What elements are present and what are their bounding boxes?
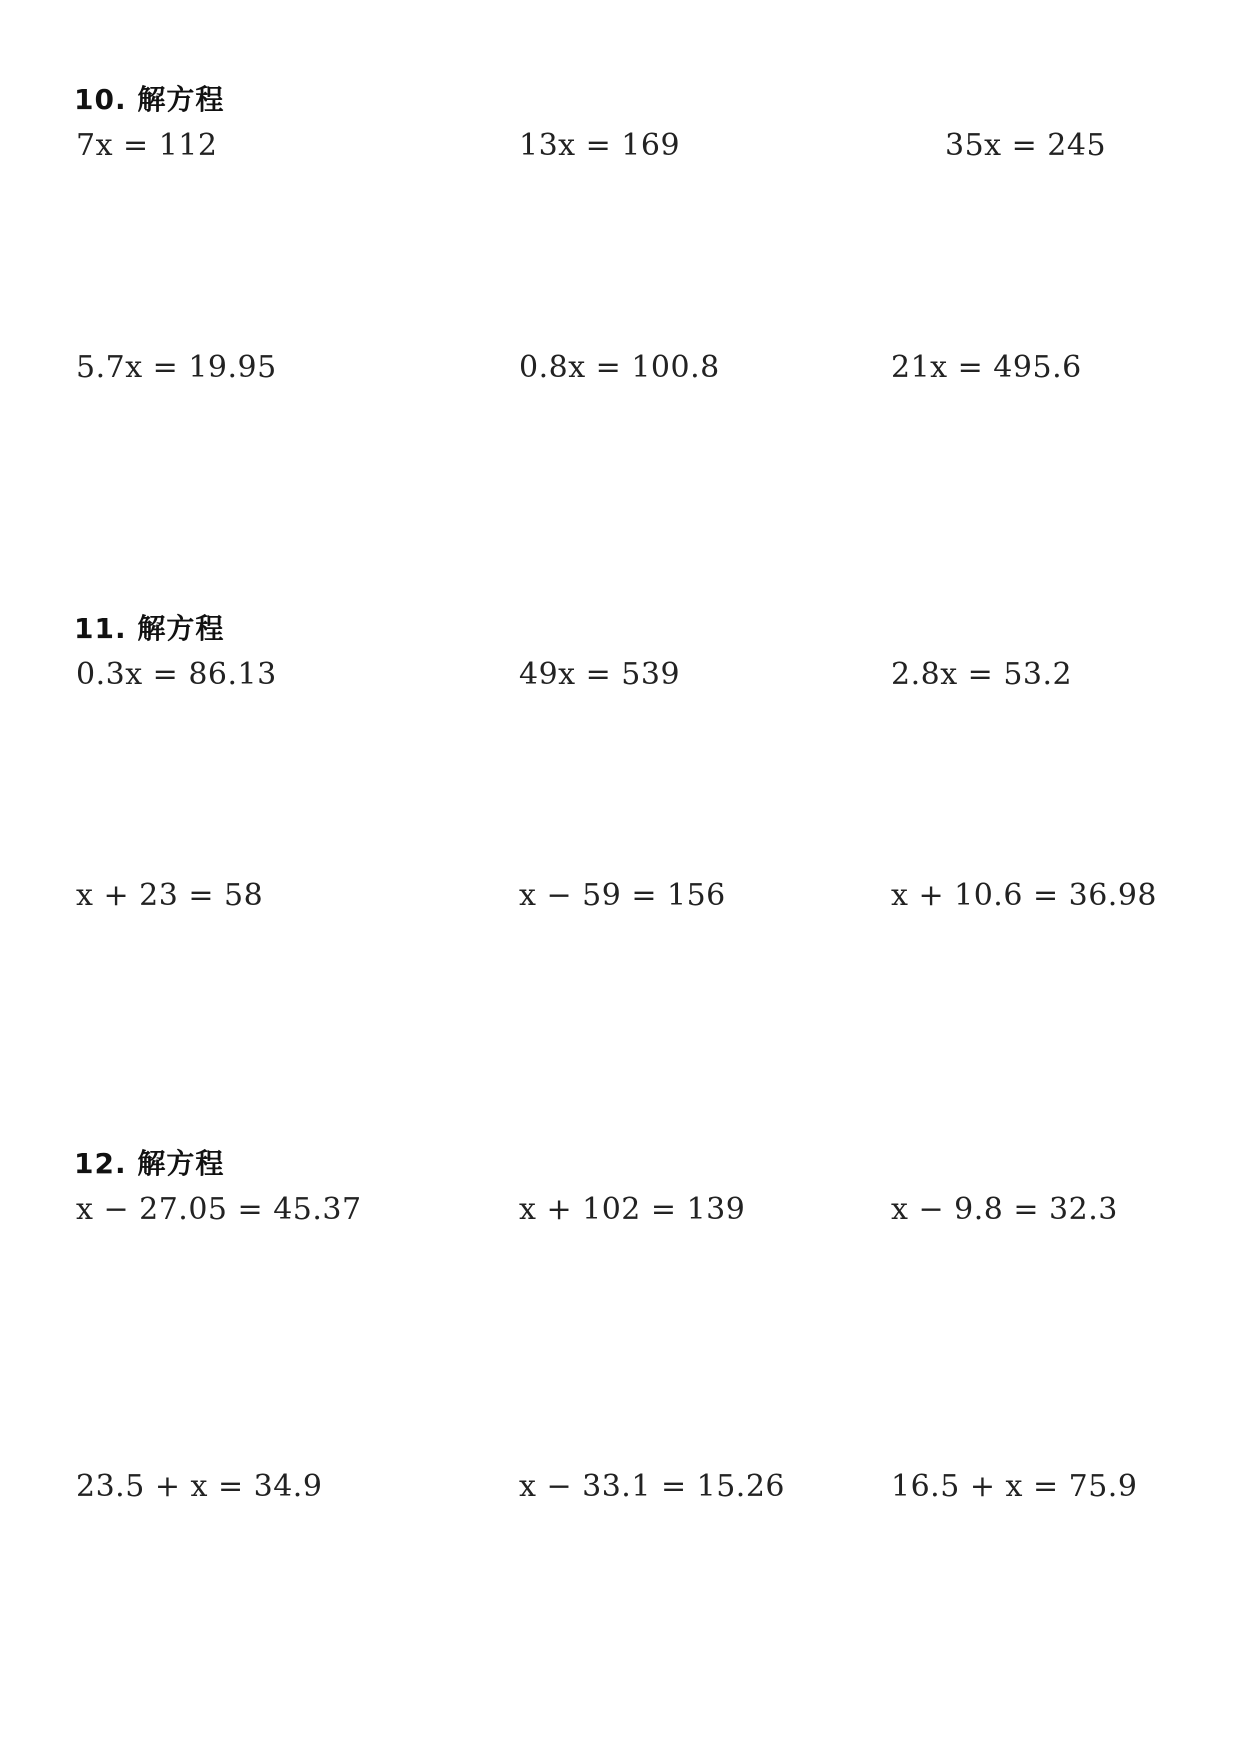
- equation: 0.8x = 100.8: [519, 350, 720, 385]
- section-heading-10: 10. 解方程: [74, 83, 225, 116]
- equation: x − 27.05 = 45.37: [76, 1192, 362, 1227]
- equation: x + 23 = 58: [76, 878, 264, 913]
- equation: x + 10.6 = 36.98: [891, 878, 1158, 913]
- equation: 2.8x = 53.2: [891, 657, 1073, 692]
- equation: 7x = 112: [76, 128, 218, 163]
- equation: x − 33.1 = 15.26: [519, 1469, 786, 1504]
- equation: 35x = 245: [945, 128, 1107, 163]
- equation: 49x = 539: [519, 657, 681, 692]
- section-heading-11: 11. 解方程: [74, 612, 225, 645]
- equation: 0.3x = 86.13: [76, 657, 277, 692]
- equation: 5.7x = 19.95: [76, 350, 277, 385]
- equation: x − 9.8 = 32.3: [891, 1192, 1118, 1227]
- section-heading-12: 12. 解方程: [74, 1147, 225, 1180]
- equation: 16.5 + x = 75.9: [891, 1469, 1138, 1504]
- equation: 23.5 + x = 34.9: [76, 1469, 323, 1504]
- equation: 13x = 169: [519, 128, 681, 163]
- equation: x + 102 = 139: [519, 1192, 746, 1227]
- equation: x − 59 = 156: [519, 878, 726, 913]
- equation: 21x = 495.6: [891, 350, 1082, 385]
